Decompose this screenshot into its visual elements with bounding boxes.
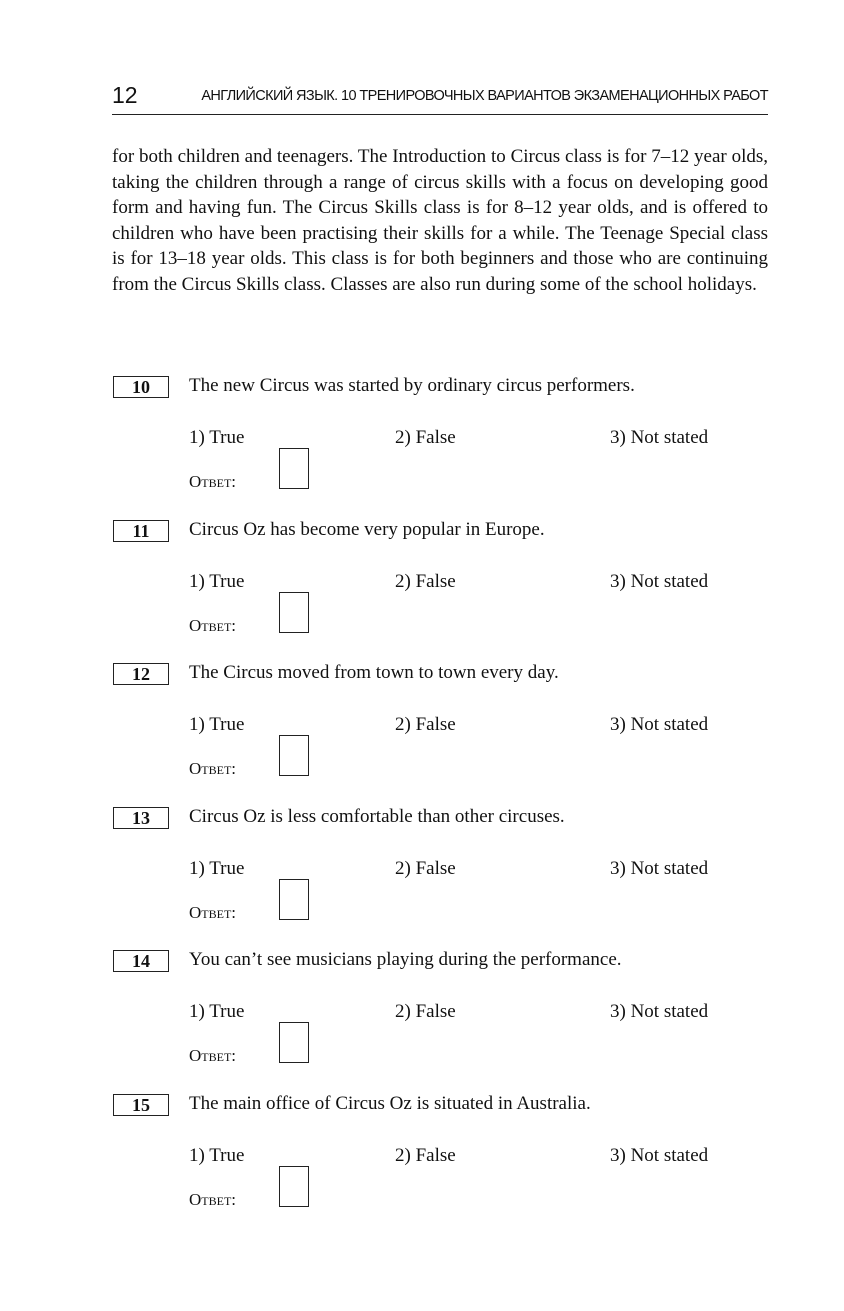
page-header [112, 80, 768, 115]
option-2: 2) False [395, 714, 456, 736]
option-1: 1) True [189, 857, 245, 879]
option-3: 3) Not stated [610, 1001, 709, 1023]
answer-label: Ответ: [189, 759, 236, 779]
option-3: 3) Not stated [610, 857, 709, 879]
answer-label: Ответ: [189, 472, 236, 491]
option-3: 3) Not stated [610, 427, 709, 448]
question-text: The main office of Circus Oz is situated in Australia. [189, 1093, 591, 1114]
question-text: The new Circus was started by ordinary circus performers. [189, 375, 635, 396]
question-number: 14 [113, 950, 169, 972]
question-14 [0, 947, 844, 1090]
option-1: 1) True [189, 570, 245, 592]
question-text: Circus Oz is less comfortable than other circuses. [189, 805, 565, 827]
answer-box[interactable] [279, 1166, 309, 1207]
question-10 [0, 373, 844, 516]
running-title: АНГЛИЙСКИЙ ЯЗЫК. 10 ТРЕНИРОВОЧНЫХ ВАРИАНТОВ ЭКЗАМЕНАЦИОННЫХ РАБОТ [201, 88, 768, 104]
option-2: 2) False [395, 570, 456, 592]
question-number: 12 [113, 663, 169, 685]
question-13 [0, 804, 844, 947]
option-2: 2) False [395, 427, 456, 448]
answer-label: Ответ: [189, 1046, 236, 1066]
option-3: 3) Not stated [610, 714, 709, 736]
question-12 [0, 660, 844, 803]
option-2: 2) False [395, 857, 456, 879]
option-1: 1) True [189, 1001, 245, 1023]
question-11 [0, 517, 844, 660]
answer-box[interactable] [279, 592, 309, 633]
question-text: You can’t see musicians playing during the performance. [189, 949, 622, 971]
question-text: Circus Oz has become very popular in Europe. [189, 518, 545, 540]
answer-box[interactable] [279, 879, 309, 920]
answer-label: Ответ: [189, 902, 236, 922]
option-1: 1) True [189, 427, 245, 448]
option-3: 3) Not stated [610, 1145, 709, 1166]
question-number: 10 [113, 376, 169, 398]
option-1: 1) True [189, 714, 245, 736]
option-2: 2) False [395, 1145, 456, 1166]
question-number: 11 [113, 520, 169, 542]
answer-box[interactable] [279, 1022, 309, 1063]
option-3: 3) Not stated [610, 570, 709, 592]
question-number: 13 [113, 807, 169, 829]
page-number: 12 [112, 82, 138, 108]
option-1: 1) True [189, 1145, 245, 1166]
answer-box[interactable] [279, 448, 309, 489]
answer-label: Ответ: [189, 615, 236, 635]
answer-box[interactable] [279, 735, 309, 776]
question-15 [0, 1091, 844, 1234]
option-2: 2) False [395, 1001, 456, 1023]
question-number: 15 [113, 1094, 169, 1116]
intro-paragraph: for both children and teenagers. The Introduction to Circus class is for 7–12 year olds, taking the children through a range of circus skills with a focus on developing good form and having fun. The Circus Skills class is for 8–12 year olds, and is offered to children who have been practising their skills for a while. The Teenage Special class is for 13–18 year olds. This class is for both beginners and those who are continuing from the Circus Skills class. Classes are also run during some of the school holidays. [112, 146, 768, 295]
answer-label: Ответ: [189, 1190, 236, 1209]
question-text: The Circus moved from town to town every day. [189, 662, 559, 684]
